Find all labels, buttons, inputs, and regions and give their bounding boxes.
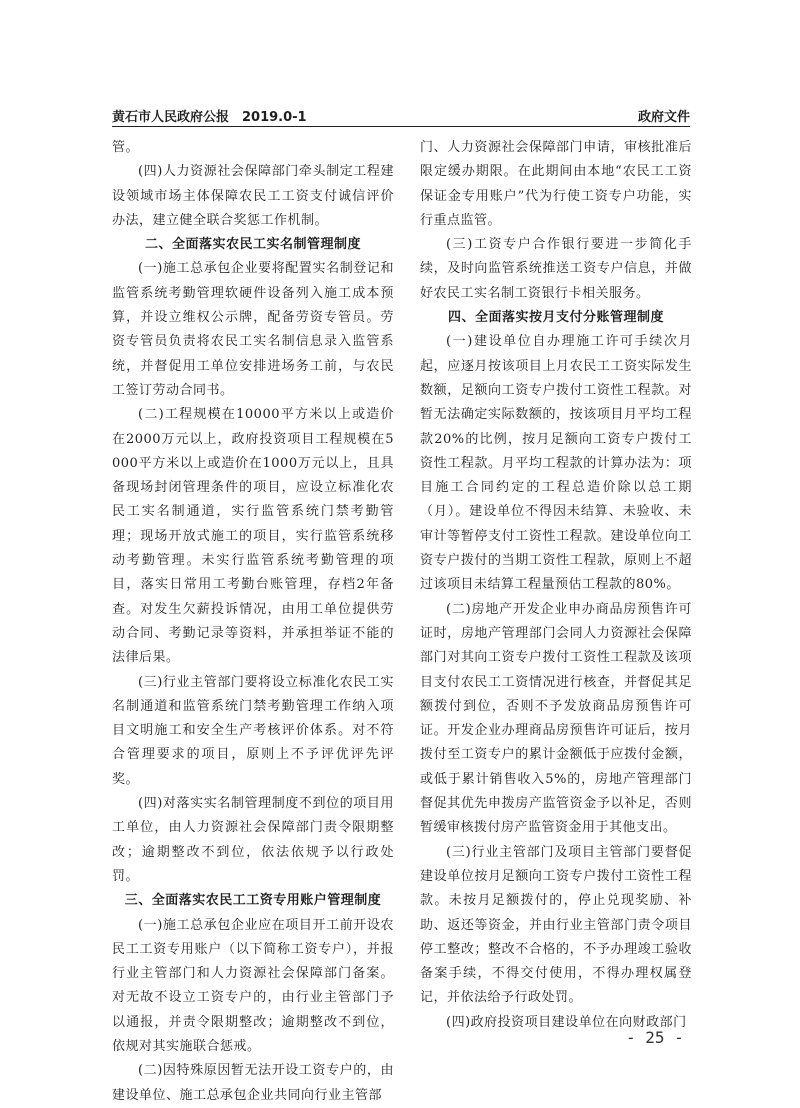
paragraph: (四)对落实实名制管理制度不到位的项目用工单位，由人力资源社会保障部门责令限期整改；逾期整改不到位，依法依规予以行政处罚。 <box>112 796 394 884</box>
section-heading: 二、全面落实农民工实名制管理制度 <box>144 237 361 253</box>
paragraph: (二)工程规模在10000平方米以上或造价在2000万元以上，政府投资项目工程规模在5000平方米以上或造价在1000万元以上，且具备现场封闭管理条件的项目，应设立标准化农民工实名制通道，实行监管系统门禁考勤管理；现场开放式施工的项目，实行监管系统移动考勤管理。未实行监管系统考勤管理的项目，落实日常用工考勤台账管理，存档2年备查。对发生欠薪投诉情况，由用工单位提供劳动合同、考勤记录等资料，并承担举证不能的法律后果。 <box>112 407 394 666</box>
paragraph: (二)因特殊原因暂无法开设工资专户的，由建设单位、施工总承包企业共同向行业主管部 <box>112 1063 394 1103</box>
paragraph: 管。 <box>112 140 140 155</box>
section-heading: 三、全面落实农民工工资专用账户管理制度 <box>124 893 382 909</box>
right-column <box>420 136 692 1066</box>
page-number: - 25 - <box>626 1028 684 1047</box>
paragraph: 门、人力资源社会保障部门申请，审核批准后限定缓办期限。在此期间由本地“农民工工资保证金专用账户”代为行使工资专户功能，实行重点监管。 <box>420 140 692 228</box>
paragraph: (一)施工总承包企业应在项目开工前开设农民工工资专用账户（以下简称工资专户），并报行业主管部门和人力资源社会保障部门备案。对无故不设立工资专户的，由行业主管部门予以通报，并责令限期整改；逾期整改不到位，依规对其实施联合惩戒。 <box>112 917 394 1054</box>
running-header <box>112 104 690 127</box>
paragraph: (三)工资专户合作银行要进一步简化手续，及时向监管系统推送工资专户信息，并做好农民工实名制工资银行卡相关服务。 <box>420 237 692 301</box>
paragraph: (三)行业主管部门及项目主管部门要督促建设单位按月足额向工资专户拨付工资性工程款。未按月足额拨付的，停止兑现奖励、补助、返还等资金，并由行业主管部门责令项目停工整改；整改不合格的，不予办理竣工验收备案手续，不得交付使用，不得办理权属登记，并依法给予行政处罚。 <box>420 844 692 1006</box>
left-column <box>112 136 394 1103</box>
section-heading: 四、全面落实按月支付分账管理制度 <box>447 310 664 326</box>
section-title: 政府文件 <box>637 110 690 125</box>
paragraph: (三)行业主管部门要将设立标准化农民工实名制通道和监管系统门禁考勤管理工作纳入项目文明施工和安全生产考核评价体系。对不符合管理要求的项目，原则上不予评优评先评奖。 <box>112 674 394 787</box>
journal-title: 黄石市人民政府公报 2019.0-1 <box>112 110 307 125</box>
paragraph: (一)施工总承包企业要将配置实名制登记和监管系统考勤管理软硬件设备列入施工成本预算，并设立维权公示牌，配备劳资专管员。劳资专管员负责将农民工实名制信息录入监管系统，并督促用工单位安排进场务工前，与农民工签订劳动合同书。 <box>112 261 394 398</box>
paragraph: (四)人力资源社会保障部门牵头制定工程建设领域市场主体保障农民工工资支付诚信评价办法，建立健全联合奖惩工作机制。 <box>112 164 394 228</box>
paragraph: (四)政府投资项目建设单位在向财政部门 <box>446 1014 687 1030</box>
paragraph: (一)建设单位自办理施工许可手续次月起，应逐月按该项目上月农民工工资实际发生数额，足额向工资专户拨付工资性工程款。对暂无法确定实际数额的，按该项目月平均工程款20%的比例，按月足额向工资专户拨付工资性工程款。月平均工程款的计算办法为：项目施工合同约定的工程总造价除以总工期（月）。建设单位不得因未结算、未验收、未审计等暂停支付工资性工程款。建设单位向工资专户拨付的当期工资性工程款，原则上不超过该项目未结算工程量预估工程款的80%。 <box>420 334 692 593</box>
paragraph: (二)房地产开发企业申办商品房预售许可证时，房地产管理部门会同人力资源社会保障部门对其向工资专户拨付工资性工程款及该项目支付农民工工资情况进行核查，并督促其足额拨付到位，否则不予发放商品房预售许可证。开发企业办理商品房预售许可证后，按月拨付至工资专户的累计金额低于应拨付金额，或低于累计销售收入5%的，房地产管理部门督促其优先申拨房产监管资金予以补足，否则暂缓审核拨付房产监管资金用于其他支出。 <box>420 601 692 836</box>
